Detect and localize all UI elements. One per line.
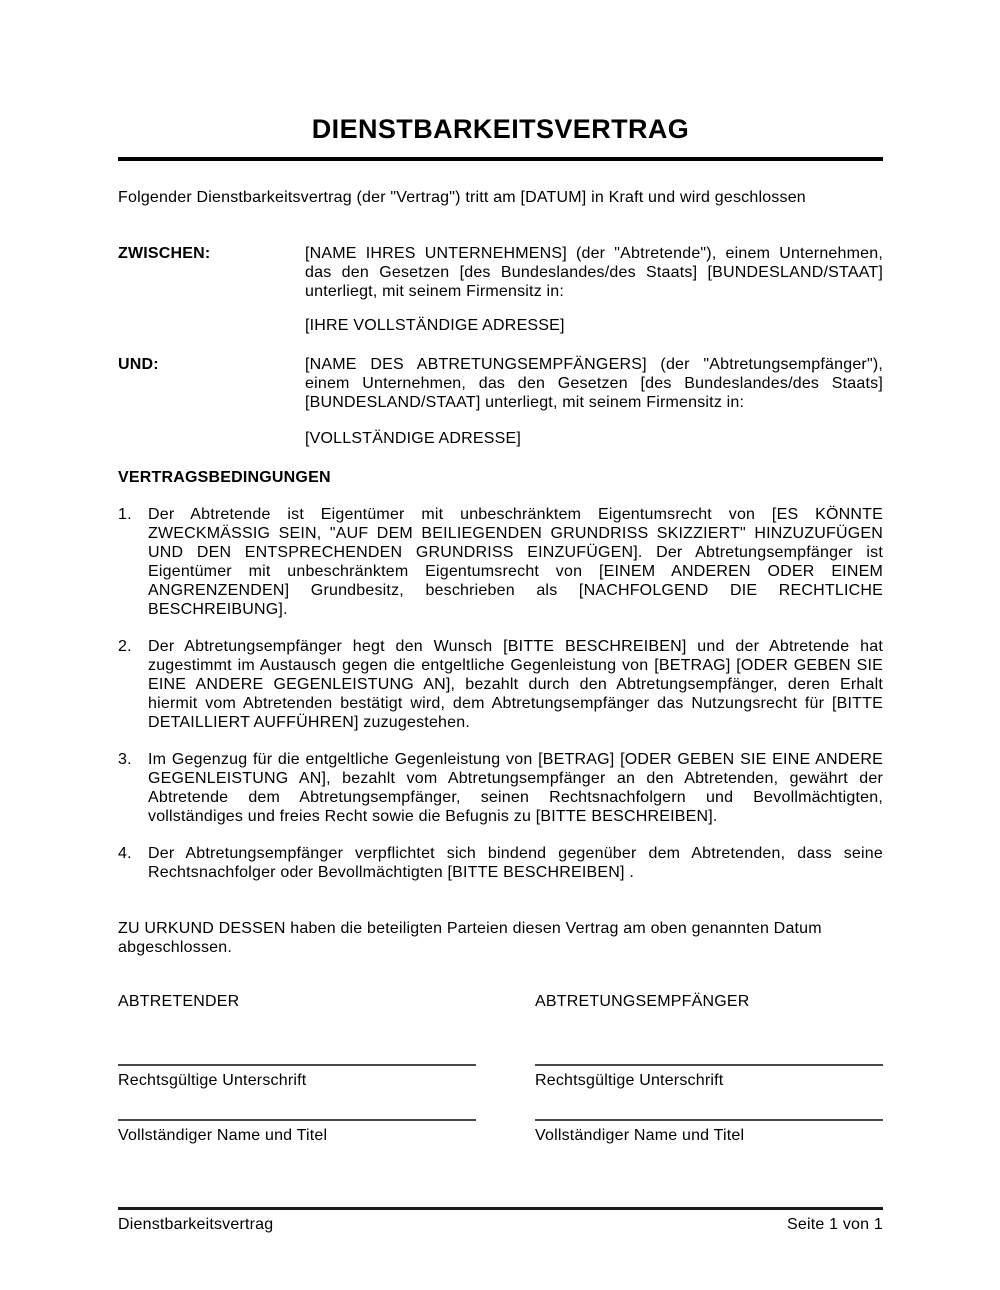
footer-divider	[118, 1207, 883, 1210]
terms-list	[118, 505, 883, 882]
terms-heading: VERTRAGSBEDINGUNGEN	[118, 469, 331, 486]
party-block-zwischen	[118, 244, 883, 301]
party-label-und: UND:	[118, 356, 159, 373]
term-text-2: Der Abtretungsempfänger hegt den Wunsch [BITTE BESCHREIBEN] und der Abtretende hat zugestimmt im Austausch gegen die entgeltliche Gegenleistung von [BETRAG] [ODER GEBEN SIE EINE ANDERE GEGENLEISTUNG AN], bezahlt durch den Abtretungsempfänger, deren Erhalt hiermit vom Abtretenden bestätigt wird, dem Abtretungsempfänger das Nutzungsrecht für [BITTE DETAILLIERT AUFFÜHREN] zuzugestehen.	[148, 638, 883, 731]
witness-paragraph: ZU URKUND DESSEN haben die beteiligten Parteien diesen Vertrag am oben genannten Datum abgeschlossen.	[118, 920, 822, 956]
term-number-4: 4.	[118, 845, 132, 862]
page-title: DIENSTBARKEITSVERTRAG	[311, 114, 690, 144]
term-text-3: Im Gegenzug für die entgeltliche Gegenleistung von [BETRAG] [ODER GEBEN SIE EINE ANDERE GEGENLEISTUNG AN], bezahlt vom Abtretungsempfänger an den Abtretenden, gewährt der Abtretende dem Abtretungsempfänger, seinen Rechtsnachfolgern und Bevollmächtigten, vollständiges und freies Recht sowie die Befugnis zu [BITTE BESCHREIBEN].	[148, 751, 883, 825]
signature-section	[118, 992, 883, 1145]
party-label-zwischen: ZWISCHEN:	[118, 245, 211, 262]
name-title-caption-right: Vollständiger Name und Titel	[535, 1127, 745, 1144]
party-address-zwischen: [IHRE VOLLSTÄNDIGE ADRESSE]	[305, 317, 565, 334]
signature-party-right: ABTRETUNGSEMPFÄNGER	[535, 993, 750, 1010]
signature-party-left: ABTRETENDER	[118, 993, 240, 1010]
term-item-3	[118, 750, 883, 826]
signature-caption-right: Rechtsgültige Unterschrift	[535, 1072, 724, 1089]
term-text-4: Der Abtretungsempfänger verpflichtet sich bindend gegenüber dem Abtretenden, dass seine Rechtsnachfolger oder Bevollmächtigten [BITTE BESCHREIBEN] .	[148, 845, 883, 881]
intro-paragraph: Folgender Dienstbarkeitsvertrag (der "Vertrag") tritt am [DATUM] in Kraft und wird geschlossen	[118, 189, 806, 206]
footer-page-number: Seite 1 von 1	[787, 1216, 883, 1233]
page-footer	[118, 1215, 883, 1234]
title-divider	[118, 157, 883, 161]
name-title-line-right	[535, 1119, 883, 1121]
term-item-1	[118, 505, 883, 619]
term-item-4	[118, 844, 883, 882]
party-address-und: [VOLLSTÄNDIGE ADRESSE]	[305, 430, 522, 447]
term-number-2: 2.	[118, 638, 132, 655]
name-title-caption-left: Vollständiger Name und Titel	[118, 1127, 328, 1144]
term-number-1: 1.	[118, 506, 132, 523]
signature-block-abtretungsempfaenger	[535, 992, 883, 1145]
term-text-1: Der Abtretende ist Eigentümer mit unbeschränktem Eigentumsrecht von [ES KÖNNTE ZWECKMÄSSIG SEIN, "AUF DEM BEILIEGENDEN GRUNDRISS SKIZZIERT" HINZUZUFÜGEN UND DEN ENTSPRECHENDEN GRUNDRISS EINZUFÜGEN]. Der Abtretungsempfänger ist Eigentümer mit unbeschränktem Eigentumsrecht von [EINEM ANDEREN ODER EINEM ANGRENZENDEN] Grundbesitz, beschrieben als [NACHFOLGEND DIE RECHTLICHE BESCHREIBUNG].	[148, 506, 883, 618]
party-description-zwischen: [NAME IHRES UNTERNEHMENS] (der "Abtretende"), einem Unternehmen, das den Gesetzen [des Bundeslandes/des Staats] [BUNDESLAND/STAAT] unterliegt, mit seinem Firmensitz in:	[305, 245, 883, 300]
footer-document-name: Dienstbarkeitsvertrag	[118, 1216, 274, 1233]
signature-line-left	[118, 1064, 476, 1066]
signature-block-abtretender	[118, 992, 476, 1145]
name-title-line-left	[118, 1119, 476, 1121]
term-item-2	[118, 637, 883, 732]
signature-caption-left: Rechtsgültige Unterschrift	[118, 1072, 307, 1089]
party-block-und	[118, 355, 883, 412]
party-description-und: [NAME DES ABTRETUNGSEMPFÄNGERS] (der "Abtretungsempfänger"), einem Unternehmen, das den Gesetzen [des Bundeslandes/des Staats] [BUNDESLAND/STAAT] unterliegt, mit seinem Firmensitz in:	[305, 356, 883, 411]
term-number-3: 3.	[118, 751, 132, 768]
signature-line-right	[535, 1064, 883, 1066]
